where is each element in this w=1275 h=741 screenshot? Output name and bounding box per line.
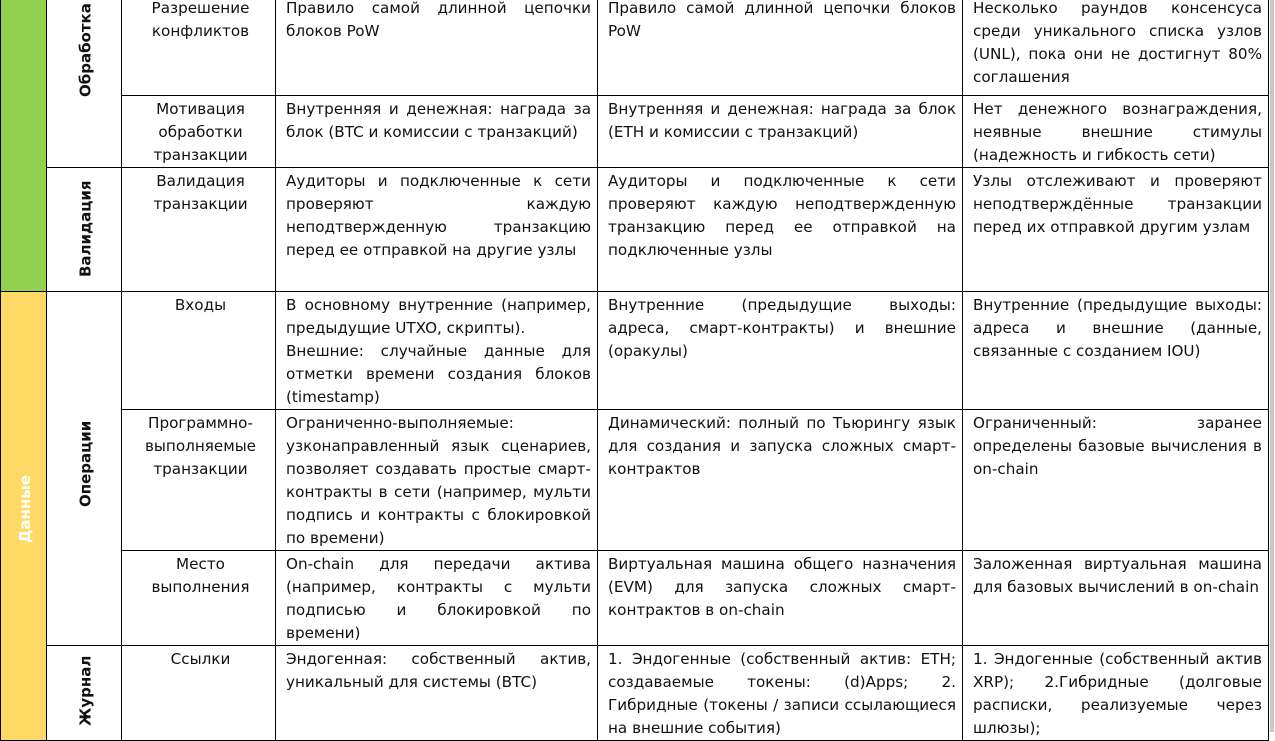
table-row [1,410,1269,551]
ethereum-cell: Динамический: полный по Тьюрингу язык для создания и запуска сложных смарт-контрактов [598,410,963,551]
subgroup-cell-processing [47,0,122,168]
feature-cell: Программно-выполняемые транзакции [122,410,276,551]
bitcoin-cell: Внутренняя и денежная: награда за блок (BTC и комиссии с транзакций) [276,96,598,168]
ethereum-cell: Правило самой длинной цепочки блоков PoW [598,0,963,96]
ethereum-cell: Аудиторы и подключенные к сети проверяют каждую неподтвержденную транзакцию перед ее отправкой на подключенные узлы [598,168,963,292]
bitcoin-programmable-desc: узконаправленный язык сценариев, позволяет создавать простые смарт-контракты в сети (например, мульти подпись и контракты с блокировкой по времени) [286,437,591,547]
subgroup-label-processing: Обработка [76,2,95,97]
bitcoin-cell: Правило самой длинной цепочки блоков PoW [276,0,598,96]
bitcoin-inputs-internal: В основному внутренние (например, предыдущие UTXO, скрипты). [286,296,591,337]
subgroup-cell-operations [47,292,122,646]
ethereum-cell: Виртуальная машина общего назначения (EVM) для запуска сложных смарт-контрактов в on-chain [598,551,963,646]
table-row [1,551,1269,646]
ripple-cell: Ограниченный: заранее определены базовые вычисления в on-chain [963,410,1269,551]
feature-cell: Мотивация обработки транзакции [122,96,276,168]
table-row [1,96,1269,168]
table-row [1,646,1269,741]
subgroup-label-validation: Валидация [76,180,95,278]
group-cell-data [1,292,47,741]
bitcoin-cell [276,292,598,410]
table-row [1,168,1269,292]
subgroup-label-operations: Операции [76,420,95,508]
bitcoin-programmable-title: Ограниченно-выполняемые: [286,414,514,432]
ripple-cell: Заложенная виртуальная машина для базовых вычислений в on-chain [963,551,1269,646]
feature-cell: Место выполнения [122,551,276,646]
bitcoin-inputs-external: Внешние: случайные данные для отметки времени создания блоков (timestamp) [286,342,591,406]
bitcoin-cell [276,410,598,551]
ripple-cell: Нет денежного вознаграждения, неявные внешние стимулы (надежность и гибкость сети) [963,96,1269,168]
ripple-cell: Узлы отслеживают и проверяют неподтверждённые транзакции перед их отправкой другим узлам [963,168,1269,292]
bitcoin-cell: On-chain для передачи актива (например, контракты с мульти подписью и блокировкой по времени) [276,551,598,646]
subgroup-cell-validation [47,168,122,292]
ripple-cell: Внутренние (предыдущие выходы: адреса и внешние (данные, связанные с созданием IOU) [963,292,1269,410]
ethereum-cell: 1. Эндогенные (собственный актив: ETH; создаваемые токены: (d)Apps; 2. Гибридные (токены / записи ссылающиеся на внешние события) [598,646,963,741]
table-row [1,0,1269,96]
ethereum-cell: Внутренняя и денежная: награда за блок (ETH и комиссии с транзакций) [598,96,963,168]
feature-cell: Валидация транзакции [122,168,276,292]
feature-cell: Входы [122,292,276,410]
feature-cell: Ссылки [122,646,276,741]
table-row [1,292,1269,410]
window-right-edge [1270,0,1274,732]
bitcoin-cell: Аудиторы и подключенные к сети проверяют каждую неподтвержденную транзакцию перед ее отправкой на другие узлы [276,168,598,292]
subgroup-cell-journal [47,646,122,741]
ripple-cell: 1. Эндогенные (собственный актив XRP); 2.Гибридные (долговые расписки, реализуемые через шлюзы); [963,646,1269,741]
bitcoin-cell: Эндогенная: собственный актив, уникальный для системы (BTC) [276,646,598,741]
group-label-data: Данные [16,475,34,543]
subgroup-label-journal: Журнал [76,655,95,727]
feature-cell: Разрешение конфликтов [122,0,276,96]
group-cell-green [1,0,47,292]
ripple-cell: Несколько раундов консенсуса среди уникального списка узлов (UNL), пока они не достигнут 80% соглашения [963,0,1269,96]
ethereum-cell: Внутренние (предыдущие выходы: адреса, смарт-контракты) и внешние (оракулы) [598,292,963,410]
